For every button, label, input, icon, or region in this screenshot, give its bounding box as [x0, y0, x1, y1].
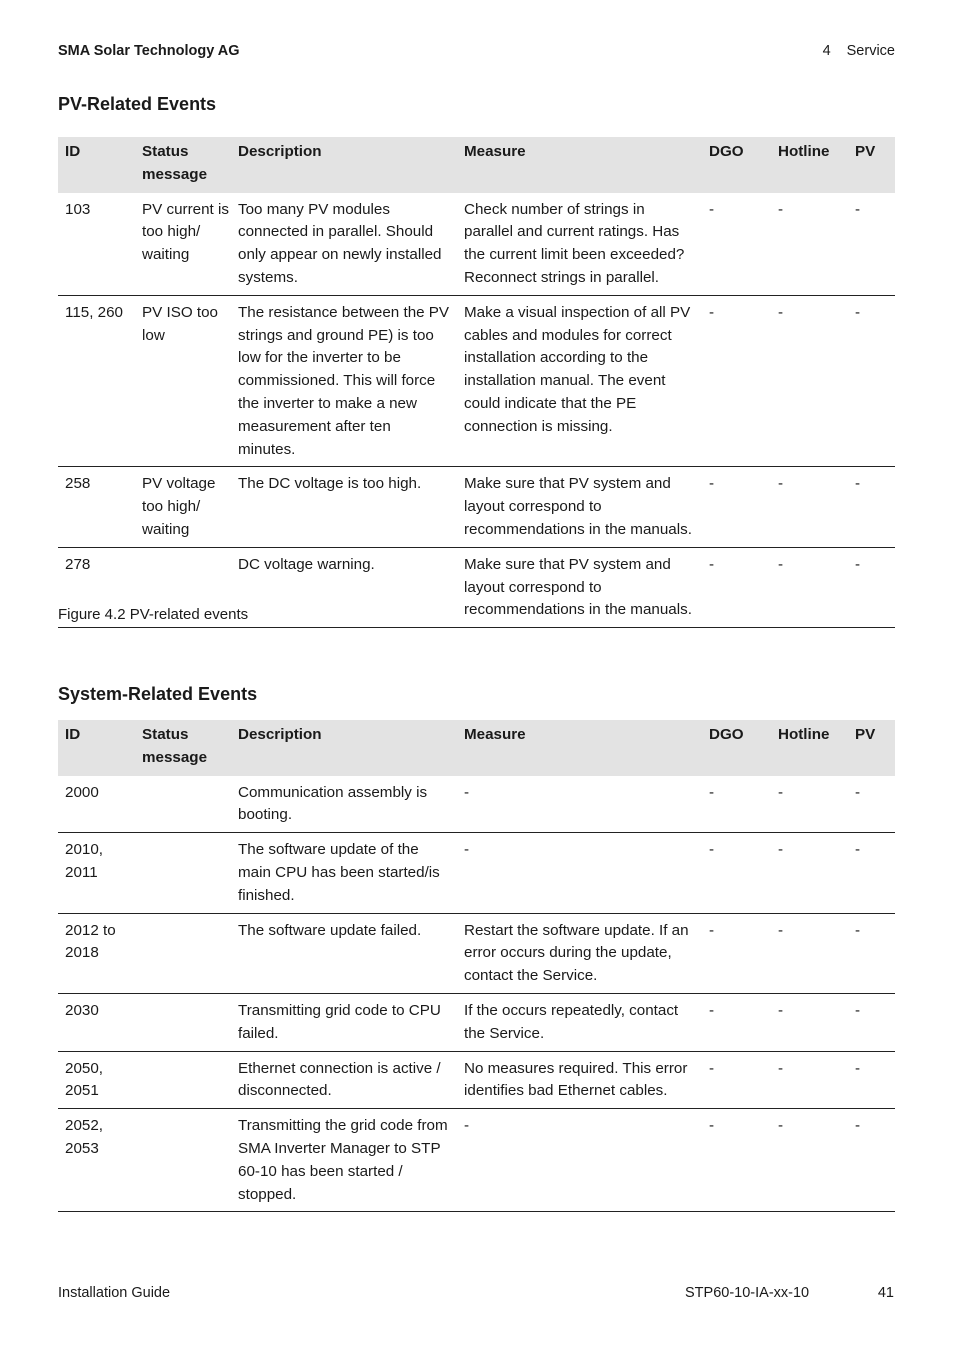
cell-description: The software update of the main CPU has been started/is finished.: [231, 833, 457, 913]
cell-hotline: -: [771, 833, 848, 913]
table-row: [58, 776, 895, 833]
cell-id: 103: [58, 193, 135, 296]
cell-description: Transmitting the grid code from SMA Inverter Manager to STP 60-10 has been started / stopped.: [231, 1109, 457, 1212]
cell-pv: -: [848, 295, 895, 467]
cell-hotline: -: [771, 1051, 848, 1109]
cell-hotline: -: [771, 193, 848, 296]
column-header-measure: Measure: [457, 137, 702, 193]
cell-status-message: [135, 993, 231, 1051]
cell-status-message: [135, 776, 231, 833]
cell-status-message: PV ISO too low: [135, 295, 231, 467]
cell-hotline: -: [771, 993, 848, 1051]
cell-id: 2030: [58, 993, 135, 1051]
cell-id: 2052, 2053: [58, 1109, 135, 1212]
cell-description: Communication assembly is booting.: [231, 776, 457, 833]
cell-measure: -: [457, 1109, 702, 1212]
column-header-pv: PV: [848, 720, 895, 776]
cell-hotline: -: [771, 467, 848, 547]
column-header-description: Description: [231, 137, 457, 193]
cell-id: 2050, 2051: [58, 1051, 135, 1109]
cell-dgo: -: [702, 295, 771, 467]
cell-measure: Make sure that PV system and layout correspond to recommendations in the manuals.: [457, 467, 702, 547]
cell-measure: -: [457, 776, 702, 833]
footer-doc-id: STP60-10-IA-xx-10: [685, 1285, 810, 1301]
cell-pv: -: [848, 547, 895, 627]
cell-pv: -: [848, 193, 895, 296]
cell-description: DC voltage warning.: [231, 547, 457, 627]
cell-pv: -: [848, 833, 895, 913]
cell-measure: If the occurs repeatedly, contact the Service.: [457, 993, 702, 1051]
company-name: SMA Solar Technology AG: [58, 43, 240, 59]
cell-hotline: -: [771, 1109, 848, 1212]
cell-status-message: [135, 913, 231, 993]
cell-dgo: -: [702, 776, 771, 833]
cell-pv: -: [848, 993, 895, 1051]
chapter-header: [807, 43, 895, 59]
cell-measure: Make a visual inspection of all PV cables and modules for correct installation according to the installation manual. The event could indicate that the PE connection is missing.: [457, 295, 702, 467]
cell-id: 2000: [58, 776, 135, 833]
cell-measure: Make sure that PV system and layout correspond to recommendations in the manuals.: [457, 547, 702, 627]
cell-pv: -: [848, 913, 895, 993]
cell-dgo: -: [702, 547, 771, 627]
cell-dgo: -: [702, 993, 771, 1051]
cell-id: 2010, 2011: [58, 833, 135, 913]
cell-hotline: -: [771, 547, 848, 627]
column-header-dgo: DGO: [702, 720, 771, 776]
figure-caption: Figure 4.2 PV-related events: [58, 606, 249, 623]
column-header-hotline: Hotline: [771, 137, 848, 193]
cell-status-message: [135, 1051, 231, 1109]
cell-hotline: -: [771, 295, 848, 467]
column-header-status-message: Status message: [135, 137, 231, 193]
column-header-dgo: DGO: [702, 137, 771, 193]
column-header-hotline: Hotline: [771, 720, 848, 776]
table-row: [58, 467, 895, 547]
footer-guide-name: Installation Guide: [58, 1285, 171, 1301]
table-row: [58, 993, 895, 1051]
cell-description: The resistance between the PV strings and ground PE) is too low for the inverter to be commissioned. This will force the inverter to make a new measurement after ten minutes.: [231, 295, 457, 467]
cell-pv: -: [848, 467, 895, 547]
column-header-status-message: Status message: [135, 720, 231, 776]
cell-id: 278: [58, 547, 135, 627]
cell-description: Too many PV modules connected in parallel. Should only appear on newly installed systems.: [231, 193, 457, 296]
cell-status-message: PV voltage too high/ waiting: [135, 467, 231, 547]
cell-status-message: PV current is too high/ waiting: [135, 193, 231, 296]
table-row: [58, 833, 895, 913]
column-header-id: ID: [58, 137, 135, 193]
pv-section-title: PV-Related Events: [58, 94, 217, 114]
table-row: [58, 1109, 895, 1212]
system-events-table: [58, 720, 895, 1212]
cell-id: 2012 to 2018: [58, 913, 135, 993]
cell-measure: Restart the software update. If an error occurs during the update, contact the Service.: [457, 913, 702, 993]
cell-pv: -: [848, 776, 895, 833]
table-header-row: [58, 720, 895, 776]
table-row: [58, 913, 895, 993]
table-row: [58, 295, 895, 467]
cell-pv: -: [848, 1109, 895, 1212]
cell-hotline: -: [771, 776, 848, 833]
cell-description: Ethernet connection is active / disconnected.: [231, 1051, 457, 1109]
chapter-title: Service: [846, 43, 895, 59]
page-number: 41: [877, 1285, 894, 1301]
chapter-number: 4: [822, 43, 831, 59]
cell-id: 115, 260: [58, 295, 135, 467]
cell-dgo: -: [702, 1051, 771, 1109]
cell-dgo: -: [702, 467, 771, 547]
cell-status-message: [135, 1109, 231, 1212]
table-row: [58, 1051, 895, 1109]
cell-measure: -: [457, 833, 702, 913]
system-section-title: System-Related Events: [58, 684, 258, 704]
column-header-measure: Measure: [457, 720, 702, 776]
cell-status-message: [135, 833, 231, 913]
column-header-id: ID: [58, 720, 135, 776]
cell-description: The DC voltage is too high.: [231, 467, 457, 547]
cell-dgo: -: [702, 193, 771, 296]
pv-events-table: [58, 137, 895, 628]
cell-measure: Check number of strings in parallel and current ratings. Has the current limit been exceeded? Reconnect strings in parallel.: [457, 193, 702, 296]
table-row: [58, 193, 895, 296]
cell-dgo: -: [702, 1109, 771, 1212]
cell-hotline: -: [771, 913, 848, 993]
cell-dgo: -: [702, 913, 771, 993]
column-header-description: Description: [231, 720, 457, 776]
cell-dgo: -: [702, 833, 771, 913]
cell-description: The software update failed.: [231, 913, 457, 993]
cell-pv: -: [848, 1051, 895, 1109]
cell-description: Transmitting grid code to CPU failed.: [231, 993, 457, 1051]
column-header-pv: PV: [848, 137, 895, 193]
table-header-row: [58, 137, 895, 193]
cell-measure: No measures required. This error identifies bad Ethernet cables.: [457, 1051, 702, 1109]
cell-id: 258: [58, 467, 135, 547]
